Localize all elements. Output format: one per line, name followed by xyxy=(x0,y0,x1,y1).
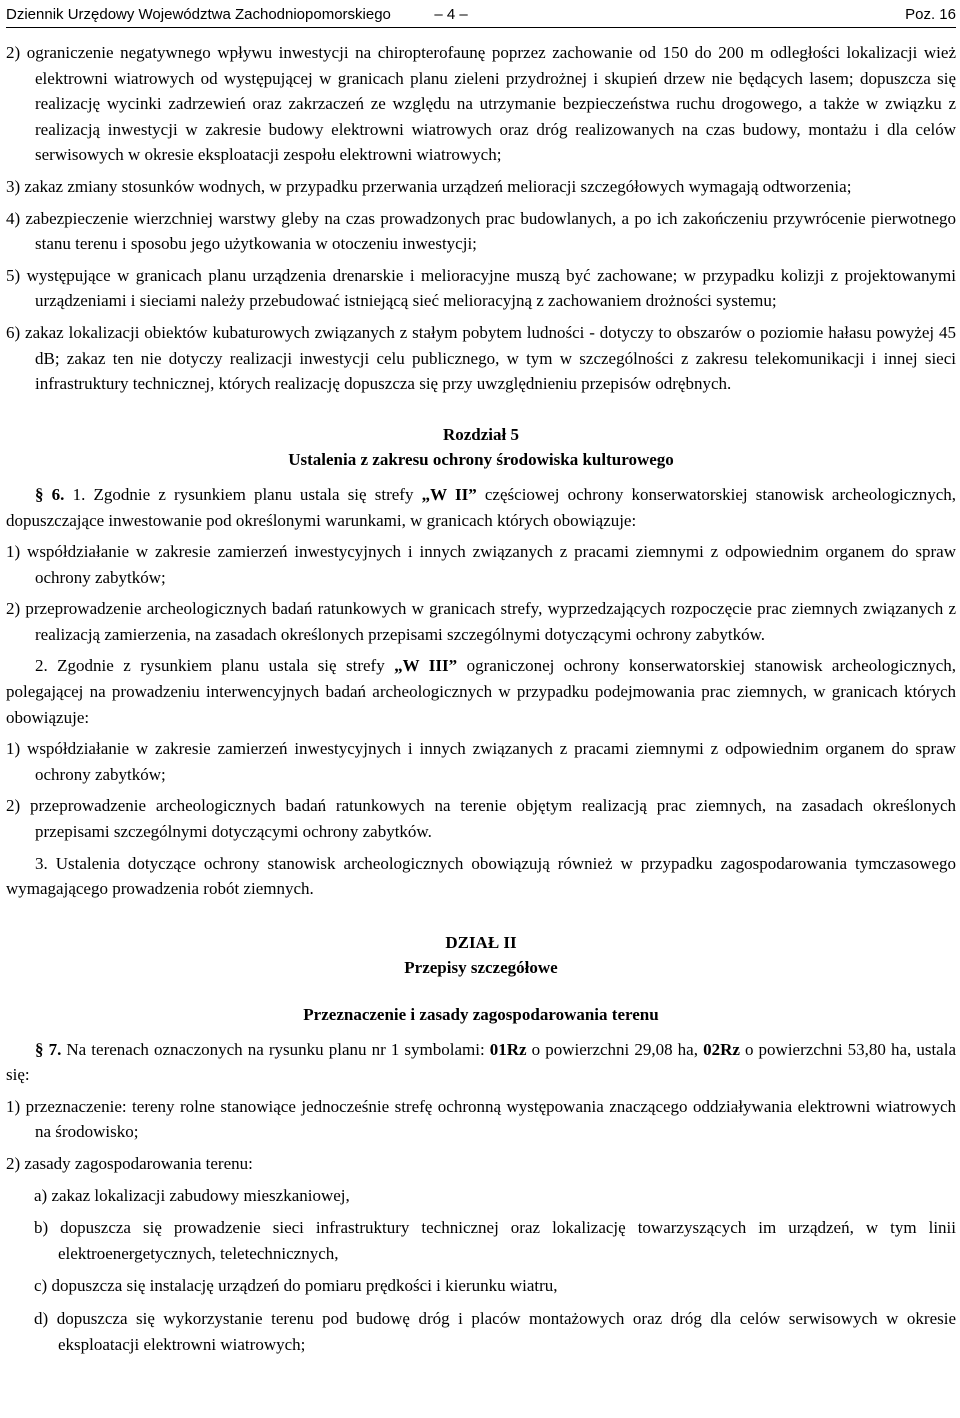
paragraph-text: Zgodnie z rysunkiem planu ustala się strefy xyxy=(93,484,414,504)
position-number: Poz. 16 xyxy=(905,6,956,23)
list-item: 2) przeprowadzenie archeologicznych badań ratunkowych na terenie objętym realizacją prac ziemnych, na zasadach określonych przepisami szczególnymi dotyczącymi ochrony zabytków. xyxy=(6,796,956,842)
document-body xyxy=(6,28,956,1357)
sub-list-item: a) zakaz lokalizacji zabudowy mieszkaniowej, xyxy=(34,1185,350,1205)
zone-symbol: „W II” xyxy=(421,484,477,504)
paragraph-6-1 xyxy=(6,482,956,533)
sub-list-item: d) dopuszcza się wykorzystanie terenu pod budowę dróg i placów montażowych oraz dróg dla celów serwisowych w okresie eksploatacji elektrowni wiatrowych; xyxy=(34,1308,956,1354)
section-title: Przeznaczenie i zasady zagospodarowania terenu xyxy=(303,1005,659,1024)
area-symbol: 01Rz xyxy=(489,1039,527,1059)
paragraph-text: ograniczonej ochrony konserwatorskiej stanowisk archeologicznych, polegającej na prowadzeniu interwencyjnych badań archeologicznych w przypadku podejmowania prac ziemnych, w granicach których obowiązuje: xyxy=(6,656,957,727)
list-item: 4) zabezpieczenie wierzchniej warstwy gleby na czas prowadzonych prac budowlanych, a po ich zakończeniu przywrócenie pierwotnego stanu terenu i sposobu jego użytkowania w otoczeniu inwestycji; xyxy=(6,208,956,254)
sub-list-item: c) dopuszcza się instalację urządzeń do pomiaru prędkości i kierunku wiatru, xyxy=(34,1276,558,1296)
paragraph-text: Na terenach oznaczonych na rysunku planu nr 1 symbolami: xyxy=(66,1039,485,1059)
list-item: 1) współdziałanie w zakresie zamierzeń inwestycyjnych i innych związanych z pracami ziemnymi z odpowiednim organem do spraw ochrony zabytków; xyxy=(6,542,956,587)
division-subtitle: Przepisy szczegółowe xyxy=(404,958,558,978)
page-header xyxy=(6,0,956,28)
point-number: 1. xyxy=(72,484,86,504)
paragraph-text: częściowej ochrony konserwatorskiej stanowisk archeologicznych, dopuszczające inwestowanie pod określonymi warunkami, w granicach których obowiązuje: xyxy=(6,484,957,530)
paragraph-6-2 xyxy=(6,653,956,730)
list-item: 3) zakaz zmiany stosunków wodnych, w przypadku przerwania urządzeń melioracji szczegółowych wymagają odtworzenia; xyxy=(6,176,852,196)
paragraph-label: § 6. xyxy=(35,484,65,504)
list-item: 1) współdziałanie w zakresie zamierzeń inwestycyjnych i innych związanych z pracami ziemnymi z odpowiednim organem do spraw ochrony zabytków; xyxy=(6,739,956,784)
area-symbol: 02Rz xyxy=(703,1039,740,1059)
list-item: 2) przeprowadzenie archeologicznych badań ratunkowych w granicach strefy, wyprzedzających rozpoczęcie prac ziemnych związanych z realizacją zamierzenia, na zasadach określonych przepisami szczególnymi dotyczącymi ochrony zabytków. xyxy=(6,599,956,644)
paragraph-6-3: 3. Ustalenia dotyczące ochrony stanowisk archeologicznych obowiązują również w przypadku zagospodarowania tymczasowego wymagającego prowadzenia robót ziemnych. xyxy=(6,853,956,899)
paragraph-7 xyxy=(6,1037,956,1088)
paragraph-label: § 7. xyxy=(35,1039,62,1059)
sub-list-item: b) dopuszcza się prowadzenie sieci infrastruktury technicznej oraz lokalizację towarzyszących im urządzeń, w tym linii elektroenergetycznych, teletechnicznych, xyxy=(34,1218,956,1263)
zone-symbol: „W III” xyxy=(394,656,458,676)
list-item: 5) występujące w granicach planu urządzenia drenarskie i melioracyjne muszą być zachowane; w przypadku kolizji z projektowanymi urządzeniami i sieciami należy przebudować istniejącą sieć melioracyjną z zachowaniem drożności systemu; xyxy=(6,265,956,311)
chapter-subtitle: Ustalenia z zakresu ochrony środowiska kulturowego xyxy=(288,450,674,470)
page-marker: – 4 – xyxy=(434,6,468,23)
list-item: 6) zakaz lokalizacji obiektów kubaturowych związanych z stałym pobytem ludności - dotyczy to obszarów o poziomie hałasu powyżej 45 dB; zakaz ten nie dotyczy realizacji inwestycji celu publicznego, w tym w szczególności z zakresu telekomunikacji i innej sieci infrastruktury technicznej, których realizację dopuszcza się przy uwzględnieniu przepisów odrębnych. xyxy=(6,322,956,394)
paragraph-text: 2. Zgodnie z rysunkiem planu ustala się strefy xyxy=(35,656,385,676)
division-title: DZIAŁ II xyxy=(445,932,517,952)
journal-title: Dziennik Urzędowy Województwa Zachodniopomorskiego xyxy=(6,6,391,23)
list-item: 2) ograniczenie negatywnego wpływu inwestycji na chiropterofaunę poprzez zachowanie od 150 do 200 m odległości lokalizacji wież elektrowni wiatrowych od występującej w granicach planu zieleni przydrożnej i skupień drzew nie będących lasem; dopuszcza się realizację wycinki zadrzewień oraz zakrzaczeń ze względu na utrzymanie bezpieczeństwa ruchu drogowego, a także w związku z realizacją inwestycji w zakresie budowy elektrowni wiatrowych oraz dróg realizowanych na czas budowy, montażu i dla celów serwisowych w okresie eksploatacji zespołu elektrowni wiatrowych; xyxy=(6,43,956,165)
chapter-title: Rozdział 5 xyxy=(442,424,520,444)
paragraph-text: o powierzchni 29,08 ha, xyxy=(531,1039,698,1059)
list-item: 2) zasady zagospodarowania terenu: xyxy=(6,1153,253,1173)
paragraph-text: o powierzchni 53,80 ha, ustala się: xyxy=(6,1039,956,1085)
list-item: 1) przeznaczenie: tereny rolne stanowiące jednocześnie strefę ochronną występowania znaczącego oddziaływania elektrowni wiatrowych na środowisko; xyxy=(6,1096,956,1142)
